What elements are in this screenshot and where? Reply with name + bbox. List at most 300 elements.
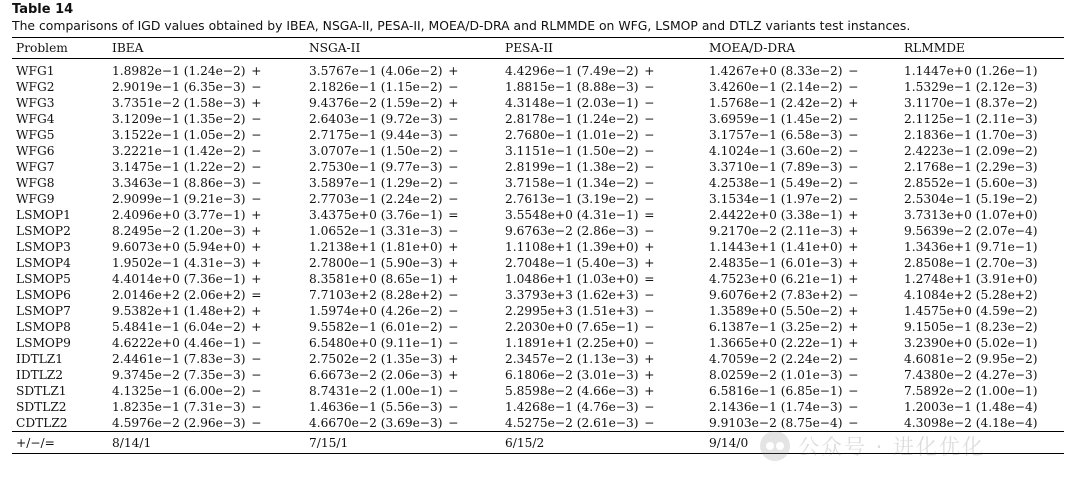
result-cell [305,239,501,255]
significance-mark: = [644,272,655,286]
problem-name: IDTLZ1 [16,352,64,366]
result-cell [501,159,705,175]
igd-value: 4.3148e−1 (2.03e−1) [505,96,639,110]
table-row [12,367,1064,383]
significance-mark: + [251,304,262,318]
result-cell [705,111,900,127]
significance-mark: + [848,224,859,238]
igd-value: 3.0707e−1 (1.50e−2) [309,144,443,158]
result-cell [705,303,900,319]
igd-value: 9.1505e−1 (8.23e−2) [904,320,1038,334]
result-cell [705,239,900,255]
result-cell [705,127,900,143]
result-cell [108,79,305,95]
igd-value: 2.4835e−1 (6.01e−3) [709,256,843,270]
result-cell [305,367,501,383]
result-cell [305,303,501,319]
igd-value: 3.1475e−1 (1.22e−2) [112,160,246,174]
igd-value: 2.4422e+0 (3.38e−1) [709,208,843,222]
significance-mark: − [251,336,262,350]
significance-mark: + [848,208,859,222]
significance-mark: − [448,416,459,430]
result-cell [900,79,1064,95]
result-cell [108,159,305,175]
result-cell [900,207,1064,223]
table-row [12,207,1064,223]
result-cell [108,207,305,223]
igd-value: 7.5892e−2 (1.00e−1) [904,384,1038,398]
result-cell [305,175,501,191]
significance-mark: − [448,336,459,350]
significance-mark: − [251,144,262,158]
result-cell [900,175,1064,191]
significance-mark: + [848,256,859,270]
result-cell [501,59,705,80]
problem-name: WFG7 [16,160,55,174]
igd-value: 9.2170e−2 (2.11e−3) [709,224,843,238]
significance-mark: = [448,208,459,222]
igd-value: 9.3745e−2 (7.35e−3) [112,368,246,382]
significance-mark: − [644,416,655,430]
significance-mark: + [644,384,655,398]
igd-value: 2.7530e−1 (9.77e−3) [309,160,443,174]
igd-value: 3.1209e−1 (1.35e−2) [112,112,246,126]
igd-value: 2.5304e−1 (5.19e−2) [904,192,1038,206]
significance-mark: − [251,160,262,174]
result-cell [305,59,501,80]
significance-mark: + [448,240,459,254]
result-cell [108,399,305,415]
table-row [12,191,1064,207]
igd-value: 4.2538e−1 (5.49e−2) [709,176,843,190]
watermark-text: 公众号 · 进化优化 [798,435,986,459]
result-cell [108,175,305,191]
result-cell [900,335,1064,351]
significance-mark: − [644,176,655,190]
significance-mark: − [848,80,859,94]
significance-mark: − [448,288,459,302]
igd-value: 1.5768e−1 (2.42e−2) [709,96,843,110]
result-cell [305,207,501,223]
igd-value: 3.2221e−1 (1.42e−2) [112,144,246,158]
igd-value: 4.7523e+0 (6.21e−1) [709,272,843,286]
igd-value: 3.2390e+0 (5.02e−1) [904,336,1038,350]
result-cell [900,111,1064,127]
igd-value: 1.9502e−1 (4.31e−3) [112,256,246,270]
igd-value: 1.8982e−1 (1.24e−2) [112,64,246,78]
significance-mark: − [848,144,859,158]
result-cell [305,399,501,415]
result-cell [108,143,305,159]
significance-mark: − [251,400,262,414]
table-row [12,287,1064,303]
igd-value: 2.0146e+2 (2.06e+2) [112,288,246,302]
result-cell [305,191,501,207]
result-cell [900,287,1064,303]
significance-mark: − [644,160,655,174]
igd-value: 3.5897e−1 (1.29e−2) [309,176,443,190]
igd-value: 2.7175e−1 (9.44e−3) [309,128,443,142]
igd-value: 3.5548e+0 (4.31e−1) [505,208,639,222]
igd-value: 2.2995e+3 (1.51e+3) [505,304,639,318]
significance-mark: + [644,64,655,78]
igd-value: 4.6222e+0 (4.46e−1) [112,336,246,350]
significance-mark: − [251,384,262,398]
problem-name: LSMOP4 [16,256,71,270]
result-cell [108,415,305,432]
significance-mark: − [848,352,859,366]
igd-value: 2.1436e−1 (1.74e−3) [709,400,843,414]
igd-value: 1.4575e+0 (4.59e−2) [904,304,1038,318]
problem-name: LSMOP5 [16,272,71,286]
problem-name: SDTLZ2 [16,400,67,414]
significance-mark: − [644,112,655,126]
table-row [12,223,1064,239]
result-cell [900,59,1064,80]
igd-value: 1.4636e−1 (5.56e−3) [309,400,443,414]
significance-mark: + [448,96,459,110]
result-cell [305,223,501,239]
igd-value: 1.8235e−1 (7.31e−3) [112,400,246,414]
igd-value: 1.2748e+1 (3.91e+0) [904,272,1038,286]
significance-mark: + [848,240,859,254]
problem-name: LSMOP6 [16,288,71,302]
result-cell [305,335,501,351]
igd-value: 3.7313e+0 (1.07e+0) [904,208,1038,222]
significance-mark: + [251,224,262,238]
result-cell [900,351,1064,367]
igd-value: 6.1387e−1 (3.25e−2) [709,320,843,334]
column-header-nsga-ii: NSGA-II [305,38,501,59]
result-cell [900,159,1064,175]
table-row [12,335,1064,351]
problem-name: LSMOP2 [16,224,71,238]
summary-row [12,432,1064,454]
result-cell [705,415,900,432]
igd-value: 1.3436e+1 (9.71e−1) [904,240,1038,254]
column-header-problem: Problem [12,38,108,59]
significance-mark: − [848,288,859,302]
summary-cell: 6/15/2 [501,432,705,454]
significance-mark: − [848,128,859,142]
igd-value: 2.2030e+0 (7.65e−1) [505,320,639,334]
igd-value: 1.1108e+1 (1.39e+0) [505,240,639,254]
igd-value: 1.1443e+1 (1.41e+0) [709,240,843,254]
table-row [12,59,1064,80]
table-row [12,143,1064,159]
significance-mark: − [848,160,859,174]
column-header-moead-dra: MOEA/D-DRA [705,38,900,59]
igd-value: 1.1891e+1 (2.25e+0) [505,336,639,350]
result-cell [305,79,501,95]
igd-value: 9.5582e−1 (6.01e−2) [309,320,443,334]
igd-value: 9.4376e−2 (1.59e−2) [309,96,443,110]
significance-mark: − [251,416,262,430]
igd-value: 1.2138e+1 (1.81e+0) [309,240,443,254]
igd-value: 2.7680e−1 (1.01e−2) [505,128,639,142]
igd-value: 2.8508e−1 (2.70e−3) [904,256,1038,270]
result-cell [501,95,705,111]
igd-value: 9.6076e+2 (7.83e+2) [709,288,843,302]
igd-value: 2.1836e−1 (1.70e−3) [904,128,1038,142]
significance-mark: + [448,256,459,270]
result-cell [501,175,705,191]
igd-value: 1.3665e+0 (2.22e−1) [709,336,843,350]
problem-name: WFG4 [16,112,55,126]
igd-value: 9.5382e+1 (1.48e+2) [112,304,246,318]
result-cell [705,271,900,287]
result-cell [705,175,900,191]
igd-value: 3.1151e−1 (1.50e−2) [505,144,639,158]
significance-mark: − [448,304,459,318]
igd-value: 3.1534e−1 (1.97e−2) [709,192,843,206]
igd-value: 3.4375e+0 (3.76e−1) [309,208,443,222]
result-cell [501,415,705,432]
result-cell [705,367,900,383]
igd-value: 3.1757e−1 (6.58e−3) [709,128,843,142]
result-cell [705,59,900,80]
igd-value: 9.5639e−2 (2.07e−4) [904,224,1038,238]
result-cell [900,127,1064,143]
igd-value: 2.9099e−1 (9.21e−3) [112,192,246,206]
igd-value: 8.0259e−2 (1.01e−3) [709,368,843,382]
column-header-ibea: IBEA [108,38,305,59]
problem-name: WFG3 [16,96,55,110]
result-cell [305,319,501,335]
result-cell [900,239,1064,255]
result-cell [108,287,305,303]
significance-mark: + [644,352,655,366]
result-cell [108,191,305,207]
significance-mark: + [644,256,655,270]
table-row [12,415,1064,432]
summary-cell [900,432,1064,454]
problem-name: SDTLZ1 [16,384,67,398]
significance-mark: + [644,368,655,382]
table-row [12,95,1064,111]
result-cell [305,287,501,303]
significance-mark: + [848,304,859,318]
significance-mark: − [644,192,655,206]
igd-value: 2.7048e−1 (5.40e−3) [505,256,639,270]
igd-value: 2.3457e−2 (1.13e−3) [505,352,639,366]
significance-mark: − [448,160,459,174]
result-cell [501,127,705,143]
significance-mark: − [448,144,459,158]
problem-name: CDTLZ2 [16,416,68,430]
igd-value: 3.7158e−1 (1.34e−2) [505,176,639,190]
igd-value: 6.1806e−2 (3.01e−3) [505,368,639,382]
result-cell [501,255,705,271]
result-cell [305,143,501,159]
igd-value: 3.6959e−1 (1.45e−2) [709,112,843,126]
significance-mark: − [448,80,459,94]
table-label: Table 14 [12,2,74,17]
significance-mark: + [644,240,655,254]
igd-value: 4.3098e−2 (4.18e−4) [904,416,1038,430]
problem-name: WFG9 [16,192,55,206]
result-cell [501,143,705,159]
igd-value: 3.1170e−1 (8.37e−2) [904,96,1038,110]
result-cell [108,59,305,80]
result-cell [501,223,705,239]
result-cell [900,383,1064,399]
significance-mark: + [848,320,859,334]
igd-value: 8.2495e−2 (1.20e−3) [112,224,246,238]
result-cell [501,335,705,351]
significance-mark: − [644,304,655,318]
result-cell [501,351,705,367]
result-cell [108,335,305,351]
significance-mark: + [448,272,459,286]
igd-value: 4.6670e−2 (3.69e−3) [309,416,443,430]
igd-value: 2.9019e−1 (6.35e−3) [112,80,246,94]
result-cell [305,351,501,367]
table-row [12,351,1064,367]
igd-value: 1.4267e+0 (8.33e−2) [709,64,843,78]
table-row [12,159,1064,175]
igd-value: 6.6673e−2 (2.06e−3) [309,368,443,382]
significance-mark: + [251,208,262,222]
result-cell [900,271,1064,287]
problem-name: LSMOP9 [16,336,71,350]
summary-cell: 7/15/1 [305,432,501,454]
result-cell [108,111,305,127]
result-cell [501,287,705,303]
result-cell [305,271,501,287]
result-cell [900,367,1064,383]
result-cell [900,255,1064,271]
significance-mark: + [251,272,262,286]
significance-mark: − [644,128,655,142]
result-cell [501,79,705,95]
significance-mark: − [251,128,262,142]
significance-mark: + [251,320,262,334]
significance-mark: − [848,416,859,430]
result-cell [900,191,1064,207]
significance-mark: − [848,368,859,382]
result-cell [900,319,1064,335]
significance-mark: + [448,352,459,366]
igd-value: 2.4461e−1 (7.83e−3) [112,352,246,366]
result-cell [108,367,305,383]
result-cell [108,255,305,271]
result-cell [501,383,705,399]
significance-mark: − [644,224,655,238]
result-cell [108,351,305,367]
significance-mark: − [448,128,459,142]
igd-value: 4.1325e−1 (6.00e−2) [112,384,246,398]
summary-label: +/−/= [12,432,108,454]
result-cell [705,79,900,95]
significance-mark: + [251,256,262,270]
result-cell [501,367,705,383]
significance-mark: − [448,320,459,334]
table-row [12,319,1064,335]
problem-name: WFG6 [16,144,55,158]
result-cell [705,335,900,351]
result-cell [108,95,305,111]
significance-mark: − [644,400,655,414]
result-cell [900,415,1064,432]
significance-mark: − [644,288,655,302]
significance-mark: − [644,320,655,334]
result-cell [501,303,705,319]
column-header-rlmmde: RLMMDE [900,38,1064,59]
significance-mark: − [848,400,859,414]
significance-mark: + [448,368,459,382]
significance-mark: + [251,240,262,254]
table-row [12,383,1064,399]
table-body [12,59,1064,432]
igd-value: 1.2003e−1 (1.48e−4) [904,400,1038,414]
igd-value: 2.8199e−1 (1.38e−2) [505,160,639,174]
igd-value: 3.7351e−2 (1.58e−3) [112,96,246,110]
problem-name: LSMOP1 [16,208,71,222]
summary-cell: 8/14/1 [108,432,305,454]
significance-mark: + [848,336,859,350]
result-cell [705,351,900,367]
result-cell [108,319,305,335]
table-row [12,271,1064,287]
significance-mark: − [848,192,859,206]
igd-value: 2.7703e−1 (2.24e−2) [309,192,443,206]
igd-value: 7.4380e−2 (4.27e−3) [904,368,1038,382]
igd-value: 5.8598e−2 (4.66e−3) [505,384,639,398]
result-cell [900,303,1064,319]
igd-value: 4.1084e+2 (5.28e+2) [904,288,1038,302]
result-cell [501,271,705,287]
igd-value: 9.6073e+0 (5.94e+0) [112,240,246,254]
igd-value: 8.3581e+0 (8.65e−1) [309,272,443,286]
significance-mark: − [448,224,459,238]
igd-value: 6.5816e−1 (6.85e−1) [709,384,843,398]
igd-value: 1.1447e+0 (1.26e−1) [904,64,1038,78]
igd-value: 5.4841e−1 (6.04e−2) [112,320,246,334]
table-row [12,175,1064,191]
igd-value: 3.1522e−1 (1.05e−2) [112,128,246,142]
result-cell [705,143,900,159]
significance-mark: − [644,80,655,94]
result-cell [705,399,900,415]
column-header-pesa-ii: PESA-II [501,38,705,59]
table-row [12,303,1064,319]
result-cell [705,319,900,335]
significance-mark: − [644,96,655,110]
igd-value: 2.4223e−1 (2.09e−2) [904,144,1038,158]
igd-value: 1.0486e+1 (1.03e+0) [505,272,639,286]
igd-value: 4.5976e−2 (2.96e−3) [112,416,246,430]
igd-value: 1.5329e−1 (2.12e−3) [904,80,1038,94]
result-cell [305,255,501,271]
significance-mark: − [848,384,859,398]
result-cell [305,127,501,143]
significance-mark: + [848,272,859,286]
result-cell [705,207,900,223]
result-cell [305,111,501,127]
result-cell [501,239,705,255]
result-cell [501,319,705,335]
igd-value: 2.7613e−1 (3.19e−2) [505,192,639,206]
significance-mark: − [251,176,262,190]
problem-name: LSMOP3 [16,240,71,254]
igd-comparison-table [12,37,1064,454]
significance-mark: − [848,176,859,190]
problem-name: WFG1 [16,64,55,78]
result-cell [108,383,305,399]
significance-mark: − [448,384,459,398]
significance-mark: − [644,336,655,350]
